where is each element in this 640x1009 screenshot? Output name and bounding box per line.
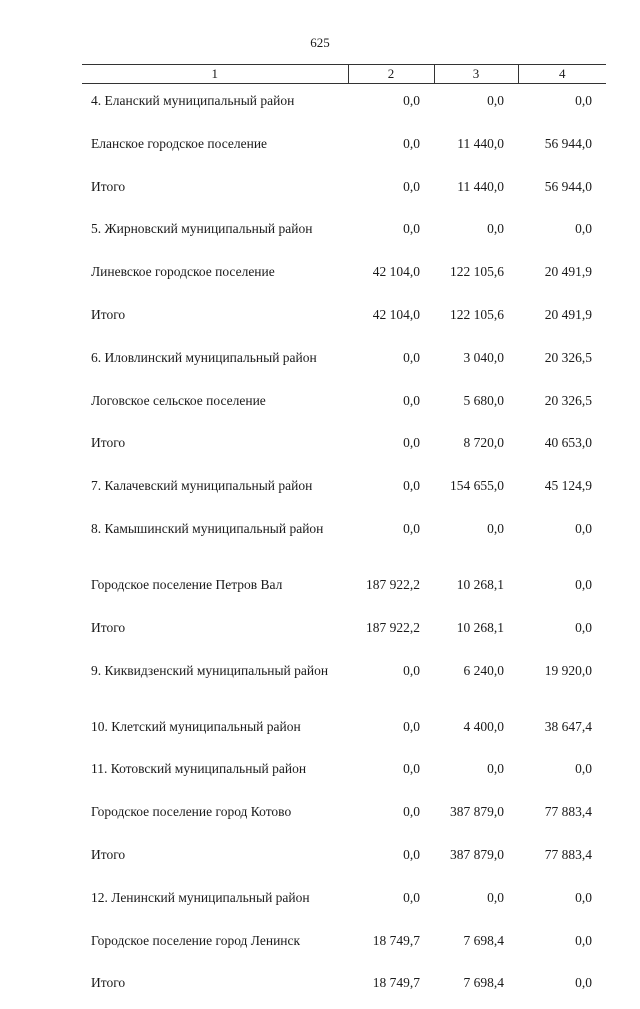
table-row [82,127,606,170]
row-value-col2: 0,0 [348,654,434,710]
row-value-col3: 4 400,0 [434,710,518,753]
table-row [82,966,606,1009]
column-header-2: 2 [348,65,434,84]
row-value-col2: 0,0 [348,426,434,469]
row-value-col4: 0,0 [518,611,606,654]
table-row [82,924,606,967]
row-value-col4: 19 920,0 [518,654,606,710]
table-row [82,212,606,255]
row-value-col4: 0,0 [518,568,606,611]
row-name-cell: Итого [82,838,348,881]
row-value-col3: 154 655,0 [434,469,518,512]
row-name-cell: Городское поселение город Ленинск [82,924,348,967]
row-name-cell: Итого [82,298,348,341]
row-name-cell: Итого [82,170,348,213]
row-value-col4: 0,0 [518,924,606,967]
row-value-col3: 0,0 [434,212,518,255]
row-value-col3: 387 879,0 [434,838,518,881]
row-value-col2: 0,0 [348,838,434,881]
page-number: 625 [0,35,640,51]
row-value-col4: 38 647,4 [518,710,606,753]
row-value-col4: 0,0 [518,212,606,255]
row-value-col2: 0,0 [348,752,434,795]
row-value-col2: 0,0 [348,84,434,127]
row-value-col2: 0,0 [348,512,434,568]
row-value-col3: 7 698,4 [434,966,518,1009]
row-value-col2: 18 749,7 [348,924,434,967]
row-value-col3: 11 440,0 [434,127,518,170]
row-value-col4: 20 326,5 [518,384,606,427]
table-body [82,84,606,1009]
row-value-col2: 0,0 [348,170,434,213]
table-row [82,795,606,838]
row-value-col2: 0,0 [348,881,434,924]
table-row [82,255,606,298]
table-row [82,341,606,384]
row-value-col3: 11 440,0 [434,170,518,213]
row-value-col2: 0,0 [348,212,434,255]
row-name-cell: 9. Киквидзенский муниципальный район [82,654,348,710]
row-name-cell: Линевское городское поселение [82,255,348,298]
budget-table [82,64,606,1009]
row-value-col2: 18 749,7 [348,966,434,1009]
row-value-col3: 7 698,4 [434,924,518,967]
row-name-cell: 11. Котовский муниципальный район [82,752,348,795]
header-row [82,65,606,84]
row-name-cell: Логовское сельское поселение [82,384,348,427]
row-value-col4: 40 653,0 [518,426,606,469]
row-value-col3: 10 268,1 [434,611,518,654]
row-value-col2: 187 922,2 [348,568,434,611]
row-value-col3: 0,0 [434,512,518,568]
row-value-col4: 20 326,5 [518,341,606,384]
table-row [82,426,606,469]
row-value-col2: 0,0 [348,127,434,170]
table-header [82,65,606,84]
table-row [82,611,606,654]
table-row [82,512,606,568]
row-value-col4: 0,0 [518,752,606,795]
row-name-cell: 8. Камышинский муниципальный район [82,512,348,568]
row-name-cell: 12. Ленинский муниципальный район [82,881,348,924]
table-row [82,568,606,611]
row-name-cell: 4. Еланский муниципальный район [82,84,348,127]
table-row [82,298,606,341]
row-value-col3: 6 240,0 [434,654,518,710]
row-value-col2: 0,0 [348,710,434,753]
row-value-col2: 0,0 [348,384,434,427]
row-value-col4: 0,0 [518,966,606,1009]
row-name-cell: Городское поселение город Котово [82,795,348,838]
row-value-col4: 77 883,4 [518,838,606,881]
table-row [82,469,606,512]
row-value-col3: 0,0 [434,752,518,795]
table-row [82,881,606,924]
table-row [82,654,606,710]
row-value-col3: 122 105,6 [434,255,518,298]
table-row [82,752,606,795]
row-value-col2: 42 104,0 [348,255,434,298]
row-value-col4: 0,0 [518,881,606,924]
table-row [82,84,606,127]
row-value-col3: 3 040,0 [434,341,518,384]
row-value-col2: 0,0 [348,469,434,512]
row-value-col4: 56 944,0 [518,170,606,213]
row-value-col4: 0,0 [518,512,606,568]
row-value-col2: 187 922,2 [348,611,434,654]
column-header-4: 4 [518,65,606,84]
row-name-cell: Городское поселение Петров Вал [82,568,348,611]
table-row [82,384,606,427]
row-value-col3: 387 879,0 [434,795,518,838]
row-value-col2: 0,0 [348,795,434,838]
row-value-col3: 5 680,0 [434,384,518,427]
row-value-col4: 0,0 [518,84,606,127]
row-name-cell: Еланское городское поселение [82,127,348,170]
row-value-col3: 0,0 [434,881,518,924]
row-name-cell: Итого [82,426,348,469]
row-value-col3: 10 268,1 [434,568,518,611]
row-value-col4: 20 491,9 [518,298,606,341]
table-row [82,710,606,753]
column-header-3: 3 [434,65,518,84]
row-value-col3: 122 105,6 [434,298,518,341]
row-value-col2: 42 104,0 [348,298,434,341]
row-value-col4: 20 491,9 [518,255,606,298]
row-value-col3: 8 720,0 [434,426,518,469]
row-value-col4: 56 944,0 [518,127,606,170]
row-name-cell: 6. Иловлинский муниципальный район [82,341,348,384]
row-value-col4: 45 124,9 [518,469,606,512]
row-name-cell: 10. Клетский муниципальный район [82,710,348,753]
row-value-col4: 77 883,4 [518,795,606,838]
row-name-cell: 7. Калачевский муниципальный район [82,469,348,512]
table-row [82,170,606,213]
row-name-cell: 5. Жирновский муниципальный район [82,212,348,255]
row-name-cell: Итого [82,966,348,1009]
row-value-col3: 0,0 [434,84,518,127]
column-header-1: 1 [82,65,348,84]
row-name-cell: Итого [82,611,348,654]
table-row [82,838,606,881]
row-value-col2: 0,0 [348,341,434,384]
